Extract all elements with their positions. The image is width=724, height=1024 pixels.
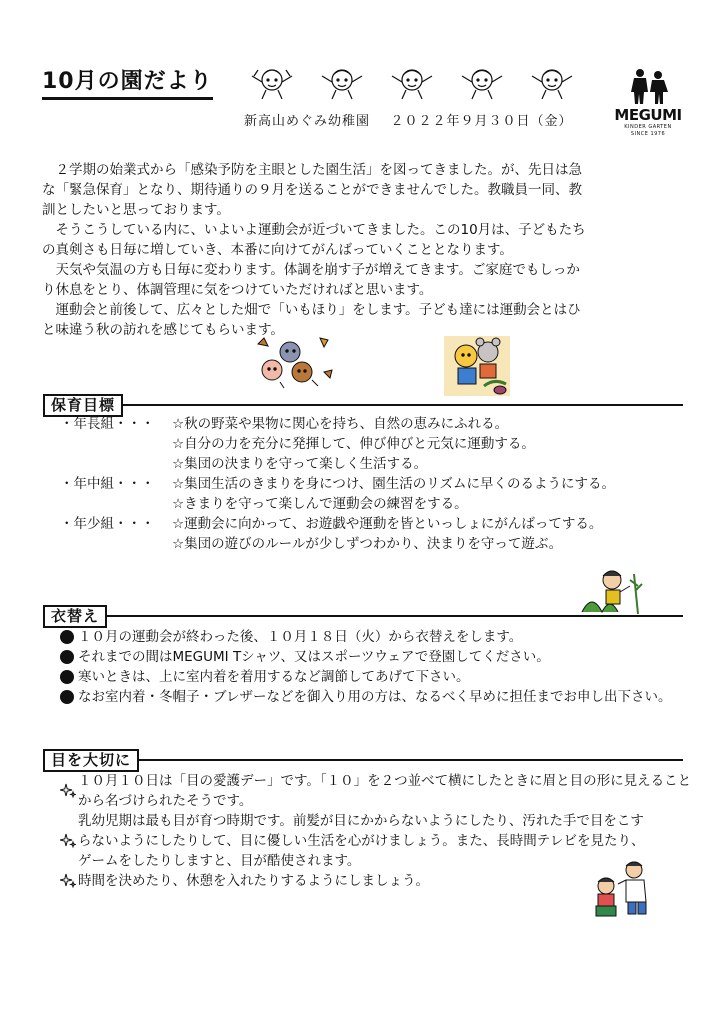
intro-line: り休息をとり、体調管理に気をつけていただければと思います。 xyxy=(42,282,433,298)
children-silhouette-icon xyxy=(618,68,678,104)
goal-text: ☆集団生活のきまりを身につけ、園生活のリズムに早くのるようにする。 xyxy=(172,476,616,492)
intro-line: 訓としたいと思っております。 xyxy=(42,202,230,218)
goal-grade: ・年少組・・・ xyxy=(60,516,155,532)
school-date-line xyxy=(244,110,573,129)
intro-text xyxy=(42,160,682,340)
dancing-kids-illustration xyxy=(248,66,604,100)
intro-line: の真剣さも日毎に増していき、本番に向けてがんばっていくこととなります。 xyxy=(42,242,513,258)
intro-line: ２学期の始業式から「感染予防を主眼とした園生活」を図ってきました。が、先日は急 xyxy=(42,162,582,178)
goal-grade xyxy=(60,534,172,554)
intro-line: そうこうしている内に、いよいよ運動会が近づいてきました。この10月は、子どもたち xyxy=(42,222,586,238)
intro-line: 天気や気温の方も日毎に変わります。体調を崩す子が増えてきます。ご家庭でもしっか xyxy=(42,262,580,278)
section-divider xyxy=(43,404,683,406)
goal-row xyxy=(60,454,615,474)
goals-heading: 保育目標 xyxy=(43,394,123,417)
section-divider xyxy=(43,615,683,617)
goal-grade xyxy=(60,454,172,474)
list-item-text: それまでの間はMEGUMI Tシャツ、又はスポーツウェアで登園してください。 xyxy=(78,649,550,665)
eye-doctor-illustration xyxy=(588,856,656,918)
goal-grade: ・年中組・・・ xyxy=(60,476,155,492)
goal-grade xyxy=(60,434,172,454)
bullet-icon xyxy=(60,670,74,684)
goal-row xyxy=(60,494,615,514)
goal-text: ☆集団の遊びのルールが少しずつわかり、決まりを守って遊ぶ。 xyxy=(172,536,563,552)
list-item-text: １０月１０日は「目の愛護デー」です。「１０」を２つ並べて横にしたときに眉と目の形に見えることから名づけられたそうです。 xyxy=(78,773,692,809)
intro-line: と味違う秋の訪れを感じてもらいます。 xyxy=(42,322,284,338)
sparkle-icon xyxy=(60,871,76,891)
autumn-animals-illustration xyxy=(250,332,336,390)
goal-row xyxy=(60,434,615,454)
logo-subtitle: KINDER GARTEN xyxy=(624,124,672,130)
list-item xyxy=(60,771,700,811)
goal-row xyxy=(60,474,615,494)
sparkle-icon xyxy=(60,811,76,871)
bullet-icon xyxy=(60,630,74,644)
goal-text: ☆運動会に向かって、お遊戯や運動を皆といっしょにがんばってする。 xyxy=(172,516,603,532)
list-item-text: １０月の運動会が終わった後、１０月１８日（火）から衣替えをします。 xyxy=(78,629,523,645)
bullet-icon xyxy=(60,690,74,704)
megumi-logo xyxy=(610,68,686,148)
clothing-heading: 衣替え xyxy=(43,605,107,628)
goal-grade: ・年長組・・・ xyxy=(60,416,155,432)
logo-since: SINCE 1976 xyxy=(630,131,666,137)
list-item xyxy=(60,667,700,687)
list-item-text: 寒いときは、上に室内着を着用するなど調節してあげて下さい。 xyxy=(78,669,470,685)
list-item-text: 時間を決めたり、休憩を入れたりするようにしましょう。 xyxy=(78,873,429,889)
goal-text: ☆自分の力を充分に発揮して、伸び伸びと元気に運動する。 xyxy=(172,436,535,452)
eyes-heading: 目を大切に xyxy=(43,749,139,772)
goal-text: ☆集団の決まりを守って楽しく生活する。 xyxy=(172,456,428,472)
goals-list xyxy=(60,414,615,554)
issue-date: ２０２２年９月３０日（金） xyxy=(390,114,573,129)
list-item-text: 乳幼児期は最も目が育つ時期です。前髪が目にかからないようにしたり、汚れた手で目をこすらないようにしたりして、目に優しい生活を心がけましょう。また、長時間テレビを見たり、ゲームをしたりしますと、目が酷使されます。 xyxy=(78,813,645,869)
goal-grade xyxy=(60,494,172,514)
logo-wordmark: MEGUMI xyxy=(614,106,682,124)
potato-digging-illustration xyxy=(442,334,512,398)
goal-text: ☆秋の野菜や果物に関心を持ち、自然の恵みにふれる。 xyxy=(172,416,509,432)
bullet-icon xyxy=(60,650,74,664)
goal-row xyxy=(60,414,615,434)
list-item xyxy=(60,687,700,707)
intro-line: な「緊急保育」となり、期待通りの９月を送ることができませんでした。教職員一同、教 xyxy=(42,182,582,198)
school-name: 新高山めぐみ幼稚園 xyxy=(244,114,371,129)
child-harvest-illustration xyxy=(578,562,650,622)
goal-row xyxy=(60,514,615,534)
goal-row xyxy=(60,534,615,554)
goal-text: ☆きまりを守って楽しんで運動会の練習をする。 xyxy=(172,496,468,512)
list-item xyxy=(60,647,700,667)
intro-line: 運動会と前後して、広々とした畑で「いもほり」をします。子ども達には運動会とはひ xyxy=(42,302,581,318)
list-item-text: なお室内着・冬帽子・ブレザーなどを御入り用の方は、なるべく早めに担任までお申し出下さい。 xyxy=(78,689,672,705)
list-item xyxy=(60,627,700,647)
clothing-list xyxy=(60,627,700,707)
page-title: 10月の園だより xyxy=(42,68,213,100)
sparkle-icon xyxy=(60,771,76,811)
